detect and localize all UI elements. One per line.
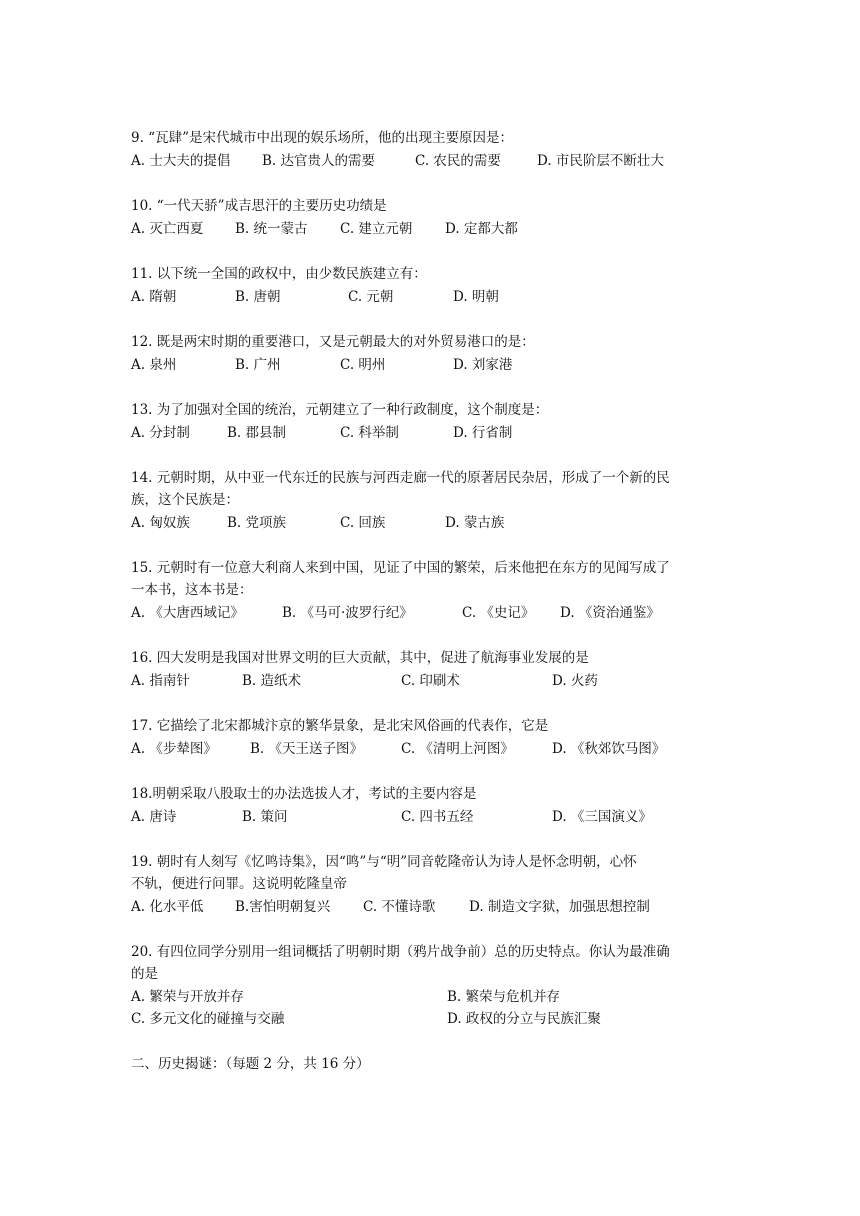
question-17-stem: 17. 它描绘了北宋都城汴京的繁华景象，是北宋风俗画的代表作，它是 [131, 718, 549, 734]
section-heading: 二、历史揭谜：（每题 2 分，共 16 分） [131, 1056, 370, 1072]
question-10-option-b: B. 统一蒙古 [235, 221, 308, 237]
question-14-option-c: C. 回族 [340, 515, 386, 531]
question-9-option-d: D. 市民阶层不断壮大 [537, 153, 664, 169]
question-16-option-d: D. 火药 [552, 673, 598, 689]
question-16-option-b: B. 造纸术 [242, 673, 302, 689]
question-18-option-b: B. 策问 [242, 809, 288, 825]
question-20-option-c: C. 多元文化的碰撞与交融 [131, 1011, 285, 1027]
question-11-option-a: A. 隋朝 [131, 289, 177, 305]
question-15-option-d: D. 《资治通鉴》 [560, 605, 660, 621]
question-12-option-a: A. 泉州 [131, 357, 177, 373]
question-20-option-a: A. 繁荣与开放并存 [131, 989, 244, 1005]
question-15-stem-line-2: 一本书，这本书是： [131, 582, 253, 598]
question-9-option-c: C. 农民的需要 [415, 153, 501, 169]
question-10-option-d: D. 定都大都 [445, 221, 518, 237]
question-20-stem-line-1: 20. 有四位同学分别用一组词概括了明朝时期（鸦片战争前）总的历史特点。你认为最准确 [131, 944, 670, 960]
question-17-option-b: B. 《天王送子图》 [250, 741, 364, 757]
question-20-option-b: B. 繁荣与危机并存 [447, 989, 561, 1005]
question-19-option-b: B.害怕明朝复兴 [235, 899, 331, 915]
question-19-option-c: C. 不懂诗歌 [363, 899, 436, 915]
question-19-option-a: A. 化水平低 [131, 899, 204, 915]
question-9-option-a: A. 士大夫的提倡 [131, 153, 231, 169]
question-11-option-d: D. 明朝 [453, 289, 499, 305]
question-10-option-a: A. 灭亡西夏 [131, 221, 204, 237]
question-9-stem: 9. “瓦肆”是宋代城市中出现的娱乐场所，他的出现主要原因是： [131, 130, 513, 146]
question-16-stem: 16. 四大发明是我国对世界文明的巨大贡献，其中，促进了航海事业发展的是 [131, 650, 589, 666]
question-20-option-d: D. 政权的分立与民族汇聚 [447, 1011, 601, 1027]
question-16-option-a: A. 指南针 [131, 673, 190, 689]
question-16-option-c: C. 印刷术 [401, 673, 460, 689]
question-19-option-d: D. 制造文字狱，加强思想控制 [469, 899, 650, 915]
question-17-option-d: D. 《秋郊饮马图》 [552, 741, 666, 757]
question-11-stem: 11. 以下统一全国的政权中，由少数民族建立有： [131, 266, 427, 282]
question-10-option-c: C. 建立元朝 [340, 221, 413, 237]
question-11-option-b: B. 唐朝 [235, 289, 281, 305]
question-17-option-a: A. 《步辇图》 [131, 741, 217, 757]
question-15-option-a: A. 《大唐西域记》 [131, 605, 244, 621]
question-19-stem-line-1: 19. 朝时有人刻写《忆鸣诗集》，因“鸣”与“明”同音乾隆帝认为诗人是怀念明朝，心怀 [131, 854, 637, 870]
question-14-stem-line-1: 14. 元朝时期，从中亚一代东迁的民族与河西走廊一代的原著居民杂居，形成了一个新的民 [131, 470, 670, 486]
question-12-stem: 12. 既是两宋时期的重要港口，又是元朝最大的对外贸易港口的是： [131, 334, 535, 350]
question-15-option-b: B. 《马可·波罗行纪》 [282, 605, 413, 621]
question-10-stem: 10. “一代天骄”成吉思汗的主要历史功绩是 [131, 198, 387, 214]
question-18-option-c: C. 四书五经 [401, 809, 474, 825]
question-12-option-b: B. 广州 [235, 357, 281, 373]
question-14-stem-line-2: 族，这个民族是： [131, 492, 239, 508]
question-12-option-d: D. 刘家港 [453, 357, 513, 373]
question-9-option-b: B. 达官贵人的需要 [262, 153, 376, 169]
question-12-option-c: C. 明州 [340, 357, 386, 373]
question-14-option-a: A. 匈奴族 [131, 515, 190, 531]
question-17-option-c: C. 《清明上河图》 [401, 741, 514, 757]
question-13-option-a: A. 分封制 [131, 425, 190, 441]
question-14-option-b: B. 党项族 [227, 515, 287, 531]
question-11-option-c: C. 元朝 [348, 289, 394, 305]
question-15-stem-line-1: 15. 元朝时有一位意大利商人来到中国，见证了中国的繁荣，后来他把在东方的见闻写成了 [131, 560, 670, 576]
question-18-stem: 18.明朝采取八股取士的办法选拔人才，考试的主要内容是 [131, 786, 477, 802]
question-18-option-d: D. 《三国演义》 [552, 809, 652, 825]
question-14-option-d: D. 蒙古族 [445, 515, 505, 531]
question-20-stem-line-2: 的是 [131, 966, 158, 982]
question-13-option-c: C. 科举制 [340, 425, 399, 441]
question-13-stem: 13. 为了加强对全国的统治，元朝建立了一种行政制度，这个制度是： [131, 402, 549, 418]
question-13-option-d: D. 行省制 [453, 425, 513, 441]
question-18-option-a: A. 唐诗 [131, 809, 177, 825]
question-13-option-b: B. 郡县制 [227, 425, 287, 441]
question-15-option-c: C. 《史记》 [462, 605, 535, 621]
question-19-stem-line-2: 不轨，便进行问罪。这说明乾隆皇帝 [131, 876, 347, 892]
